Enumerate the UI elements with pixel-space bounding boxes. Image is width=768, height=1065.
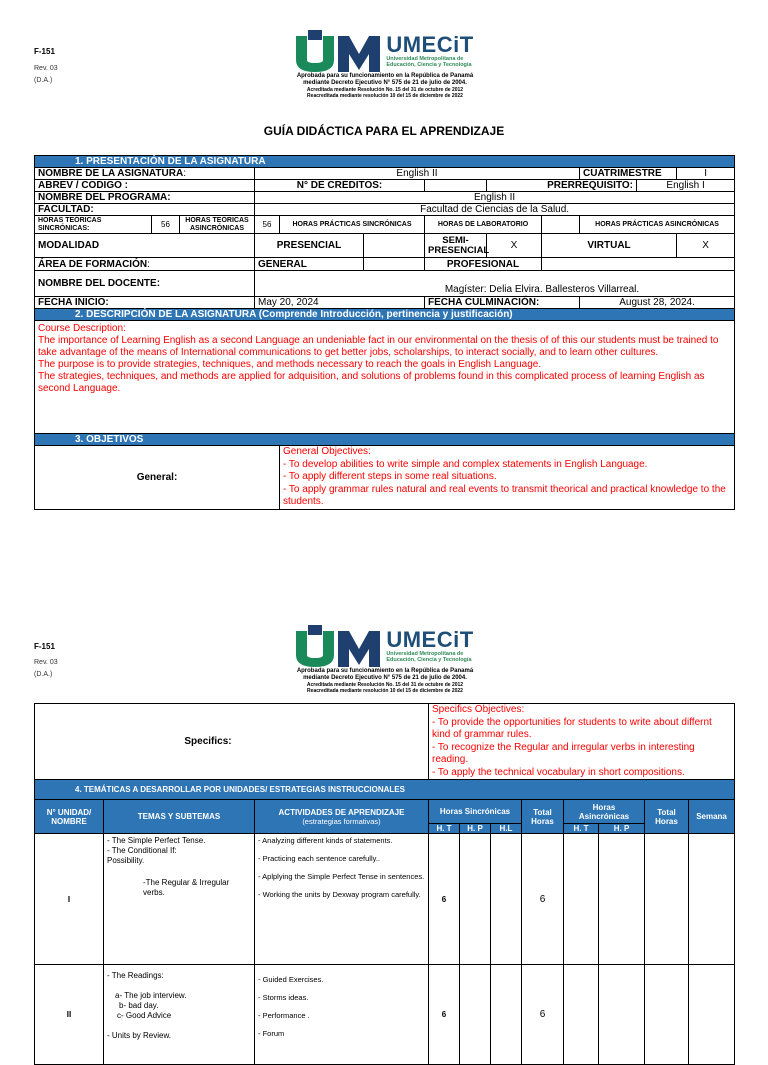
university-logo-2: UMECiT Universidad Metropolitana de Educación, Ciencia y Tecnología Aprobada para su funcionamiento en la República de Panamá mediante Decreto Ejecutivo N° 575 de 21 de julio de 2004. Acreditada mediante Resolución No. 15 del 31 de octubre de 2012 Reacreditada mediante resolución 10 del 15 de diciembre de 2022 <box>296 627 474 694</box>
university-logo: UMECiT Universidad Metropolitana de Educación, Ciencia y Tecnología Aprobada para su funcionamiento en la República de Panamá mediante Decreto Ejecutivo N° 575 de 21 de julio de 2004. Acreditada mediante Resolución No. 15 del 31 de octubre de 2012 Reacreditada mediante resolución 10 del 15 de diciembre de 2022 <box>296 32 474 99</box>
section-1-heading: 1. PRESENTACIÓN DE LA ASIGNATURA <box>35 156 735 168</box>
general-objectives: General Objectives: - To develop abilities to write simple and complex statements in English Language. - To apply different steps in some real situations. - To apply grammar rules natural and real events to transmit theorical and practical knowledge to the students. <box>280 446 735 510</box>
course-description: Course Description: The importance of Learning English as a second Language an undeniable fact in our environmental on the thesis of of this our students must be trained to take advantage of the means of International communications to get better jobs, scholarships, to interact socially, and to learn other cultures. The purpose is to provide strategies, techniques, and methods necessary to reach the goals in English Language. The strategies, techniques, and methods are applied for adquisition, and solutions of problems found in this complicated process of learning English as second Language. <box>35 321 735 434</box>
da-label: (D.A.) <box>34 77 53 84</box>
section-2-heading: 2. DESCRIPCIÓN DE LA ASIGNATURA (Comprende Introducción, pertinencia y justificación) <box>35 309 735 321</box>
teacher-name: Magíster: Delia Elvira. Ballesteros Villarreal. <box>255 271 735 297</box>
document-title: GUÍA DIDÁCTICA PARA EL APRENDIZAJE <box>263 124 505 138</box>
end-date: August 28, 2024. <box>580 297 735 309</box>
presentation-table: 1. PRESENTACIÓN DE LA ASIGNATURA NOMBRE DE LA ASIGNATURA: English II CUATRIMESTRE I ABREV / CODIGO : N° DE CRÉDITOS: PRERREQUISITO: English I NOMBRE DEL PROGRAMA: English II FACULTAD: Facultad de Ciencias de la Salud. HORAS TEÓRICAS SINCRÓNICAS: 56 HORAS TEÓRICAS ASINCRÓNICAS 56 HORAS PRÁCTICAS SINCRÓNICAS HORAS DE LABORATORIO HORAS PRÁCTICAS ASINCRÓNICAS MODALIDAD PRESENCIAL SEMI-PRESENCIAL X VIRTUAL X ÁREA DE FORMACIÓN: GENERAL PROFESIONAL NOMBRE DEL DOCENTE: Magíster: Delia Elvira. Ballesteros Villarreal. FECHA INICIO: May 20, 2024 FECHA CULMINACIÓN: August 28, 2024. 2. DESCRIPCIÓN DE LA ASIGNATURA (Comprende Introducción, pertinencia y justificación) Course Description: The importance of Learning English as a second Language an undeniable fact in our environmental on the thesis of of this our students must be trained to take advantage of the means of International communications to get better jobs, scholarships, to interact socially, and to learn other cultures. The purpose is to provide strategies, techniques, and methods necessary to reach the goals in English Language. The strategies, techniques, and methods are applied for adquisition, and solutions of problems found in this complicated process of learning English as second Language. 3. OBJETIVOS General: General Objectives: - To develop abilities to write simple and complex statements in English Language. - To apply different steps in some real situations. - To apply grammar rules natural and real events to transmit theorical and practical knowledge to the students. <box>34 155 735 510</box>
section-4-heading: 4. TEMÁTICAS A DESARROLLAR POR UNIDADES/ ESTRATEGIAS INSTRUCCIONALES <box>35 780 735 800</box>
subject-name: English II <box>255 168 580 180</box>
specific-objectives: Specifics Objectives: - To provide the opportunities for students to write about differnt kind of grammar rules. - To recognize the Regular and irregular verbs in interesting reading. - To apply the technical vocabulary in short compositions. <box>429 704 735 780</box>
revision: Rev. 03 <box>34 65 58 72</box>
table-row: II - The Readings: a- The job interview. b- bad day. c- Good Advice - Units by Review. - Guided Exercises. - Storms ideas. - Performance . - Forum 6 6 <box>35 965 735 1065</box>
logo-name: UMECiT <box>386 32 474 57</box>
start-date: May 20, 2024 <box>255 297 425 309</box>
section-3-heading: 3. OBJETIVOS <box>35 434 735 446</box>
um-logo-icon <box>296 30 380 72</box>
um-logo-icon <box>296 625 380 667</box>
form-code: F-151 <box>34 47 55 56</box>
table-row: I - The Simple Perfect Tense. - The Conditional If: Possibility. -The Regular & Irregular verbs. - Analyzing different kinds of statements. - Practicing each sentence carefully.. - Aplplying the Simple Perfect Tense in sentences. - Working the units by Dexway program carefully. 6 6 <box>35 834 735 965</box>
themes-table: Specifics: Specifics Objectives: - To provide the opportunities for students to write about differnt kind of grammar rules. - To recognize the Regular and irregular verbs in interesting reading. - To apply the technical vocabulary in short compositions. 4. TEMÁTICAS A DESARROLLAR POR UNIDADES/ ESTRATEGIAS INSTRUCCIONALES N° UNIDAD/ NOMBRE TEMAS Y SUBTEMAS ACTIVIDADES DE APRENDIZAJE (estrategias formativas) Horas Sincrónicas Total Horas Horas Asincrónicas Total Horas Semana H. T H. P H.L H. T H. P I - The Simple Perfect Tense. - The Conditional If: Possibility. -The Regular & Irregular verbs. - Analyzing different kinds of statements. - Practicing each sentence carefully.. - Aplplying the Simple Perfect Tense in sentences. - Working the units by Dexway program carefully. 6 6 II - The Readings: a- The job interview. b- bad day. c- Good Advice - Units by Review. - Guided Exercises. - Storms ideas. - Performance . - Forum 6 6 <box>34 703 735 1065</box>
